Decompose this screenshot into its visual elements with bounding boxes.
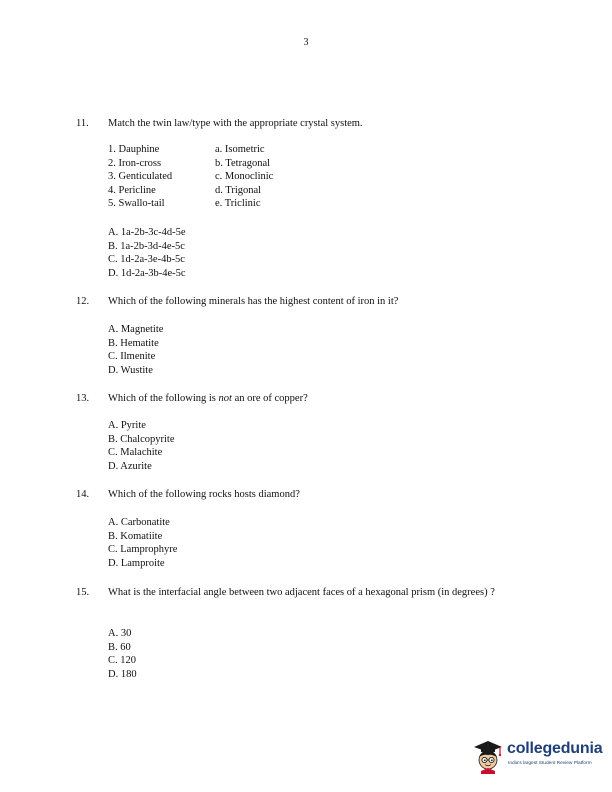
question-15-options (108, 627, 137, 681)
emphasis-not: not (218, 393, 232, 404)
option: D. 180 (108, 668, 137, 680)
option: C. 120 (108, 655, 137, 667)
match-item: 1. Dauphine (108, 144, 160, 155)
match-item: a. Isometric (215, 144, 265, 155)
option: C. Lamprophyre (108, 544, 178, 556)
question-11-options (108, 226, 186, 280)
match-item: b. Tetragonal (215, 157, 271, 169)
question-11-right-column (215, 143, 273, 211)
question-11-left-column (108, 143, 172, 211)
option: C. Ilmenite (108, 351, 156, 363)
brand-name: collegedunia (507, 740, 603, 757)
question-13-text: Which of the following is not an ore of copper? (108, 393, 308, 404)
question-12-number: 12. (76, 296, 90, 307)
option: B. Hematite (108, 337, 159, 349)
question-13-number: 13. (76, 393, 90, 404)
option: A. 30 (108, 628, 132, 639)
question-14-text: Which of the following rocks hosts diamond? (108, 489, 300, 500)
question-14-number: 14. (76, 489, 90, 500)
option: B. Komatiite (108, 530, 163, 542)
match-item: c. Monoclinic (215, 171, 274, 183)
option: C. 1d-2a-3e-4b-5c (108, 254, 185, 266)
question-11-text: Match the twin law/type with the appropriate crystal system. (108, 118, 363, 129)
option: A. Magnetite (108, 324, 164, 335)
option: A. Pyrite (108, 420, 146, 431)
option: D. Lamproite (108, 557, 165, 569)
option: D. Azurite (108, 460, 152, 472)
question-15-text: What is the interfacial angle between two adjacent faces of a hexagonal prism (in degrees) ? (108, 587, 495, 598)
question-14-options (108, 516, 177, 570)
question-12-options (108, 323, 163, 377)
brand-tagline: India's largest Student Review Platform (508, 761, 592, 766)
student-mascot-icon (470, 738, 506, 774)
page-number: 3 (303, 37, 309, 48)
option: D. Wustite (108, 364, 153, 376)
question-12-text: Which of the following minerals has the highest content of iron in it? (108, 296, 399, 307)
option: B. 1a-2b-3d-4e-5c (108, 240, 185, 252)
option: C. Malachite (108, 447, 163, 459)
question-13-options (108, 419, 175, 473)
match-item: 5. Swallo-tail (108, 198, 165, 210)
option: A. 1a-2b-3c-4d-5e (108, 227, 186, 238)
option: A. Carbonatite (108, 517, 170, 528)
match-item: 4. Pericline (108, 184, 156, 196)
option: B. Chalcopyrite (108, 433, 175, 445)
option: D. 1d-2a-3b-4e-5c (108, 267, 186, 279)
match-item: 2. Iron-cross (108, 157, 162, 169)
question-11-number: 11. (76, 118, 89, 129)
match-item: d. Trigonal (215, 184, 262, 196)
collegedunia-logo (470, 738, 608, 774)
option: B. 60 (108, 641, 131, 653)
match-item: e. Triclinic (215, 198, 261, 210)
match-item: 3. Genticulated (108, 171, 173, 183)
question-15-number: 15. (76, 587, 90, 598)
